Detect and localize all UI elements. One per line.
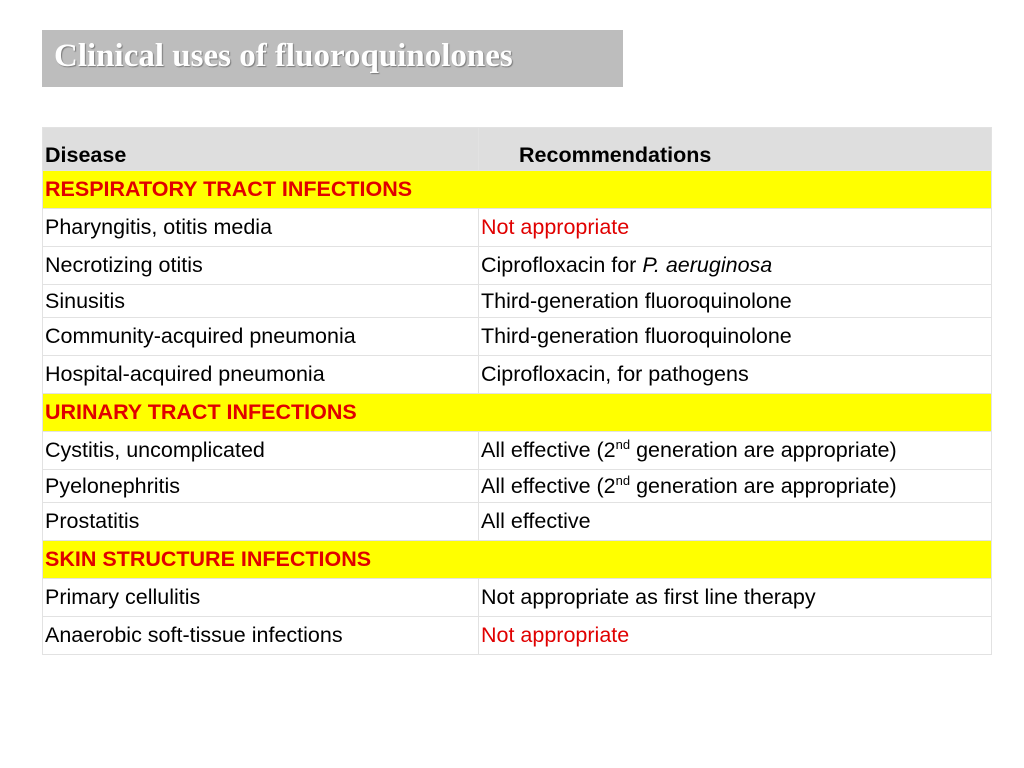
recommendation-cell [479, 247, 992, 285]
recommendation-cell: Third-generation fluoroquinolone [479, 318, 992, 356]
recommendation-cell: Not appropriate [479, 209, 992, 247]
recommendation-cell [479, 470, 992, 503]
disease-cell: Pyelonephritis [43, 470, 479, 503]
page-title: Clinical uses of fluoroquinolones [54, 38, 513, 74]
disease-cell: Necrotizing otitis [43, 247, 479, 285]
table-row [43, 579, 992, 617]
recommendation-cell: Not appropriate as first line therapy [479, 579, 992, 617]
section-row-urinary [43, 394, 992, 432]
disease-cell: Sinusitis [43, 285, 479, 318]
ordinal-suffix: nd [615, 472, 631, 488]
recommendation-cell: Third-generation fluoroquinolone [479, 285, 992, 318]
section-label: SKIN STRUCTURE INFECTIONS [43, 541, 992, 579]
section-label: URINARY TRACT INFECTIONS [43, 394, 992, 432]
recommendation-text: Ciprofloxacin for [481, 253, 643, 277]
title-banner [42, 30, 623, 87]
section-row-skin [43, 541, 992, 579]
table-row [43, 356, 992, 394]
recommendation-cell: Ciprofloxacin, for pathogens [479, 356, 992, 394]
header-disease: Disease [43, 128, 479, 171]
disease-cell: Hospital-acquired pneumonia [43, 356, 479, 394]
disease-cell: Prostatitis [43, 503, 479, 541]
ordinal-suffix: nd [615, 437, 631, 452]
fluoroquinolone-table [42, 127, 992, 655]
recommendation-text: generation are appropriate) [630, 473, 897, 498]
table-row [43, 470, 992, 503]
section-label: RESPIRATORY TRACT INFECTIONS [43, 171, 992, 209]
table-row [43, 285, 992, 318]
table-row [43, 503, 992, 541]
section-row-respiratory [43, 171, 992, 209]
disease-cell: Pharyngitis, otitis media [43, 209, 479, 247]
table-row [43, 209, 992, 247]
organism-name: P. aeruginosa [642, 253, 773, 277]
disease-cell: Anaerobic soft-tissue infections [43, 617, 479, 655]
table-row [43, 247, 992, 285]
disease-cell: Cystitis, uncomplicated [43, 432, 479, 470]
table-row [43, 432, 992, 470]
recommendation-text: All effective (2 [481, 438, 616, 462]
disease-cell: Primary cellulitis [43, 579, 479, 617]
table-header-row [43, 128, 992, 171]
recommendation-text: generation are appropriate) [630, 438, 897, 462]
recommendation-cell: Not appropriate [479, 617, 992, 655]
recommendation-cell: All effective [479, 503, 992, 541]
recommendation-text: All effective (2 [481, 473, 616, 498]
table-row [43, 617, 992, 655]
recommendation-cell [479, 432, 992, 470]
disease-cell: Community-acquired pneumonia [43, 318, 479, 356]
header-recommendations: Recommendations [479, 128, 992, 171]
table-row [43, 318, 992, 356]
